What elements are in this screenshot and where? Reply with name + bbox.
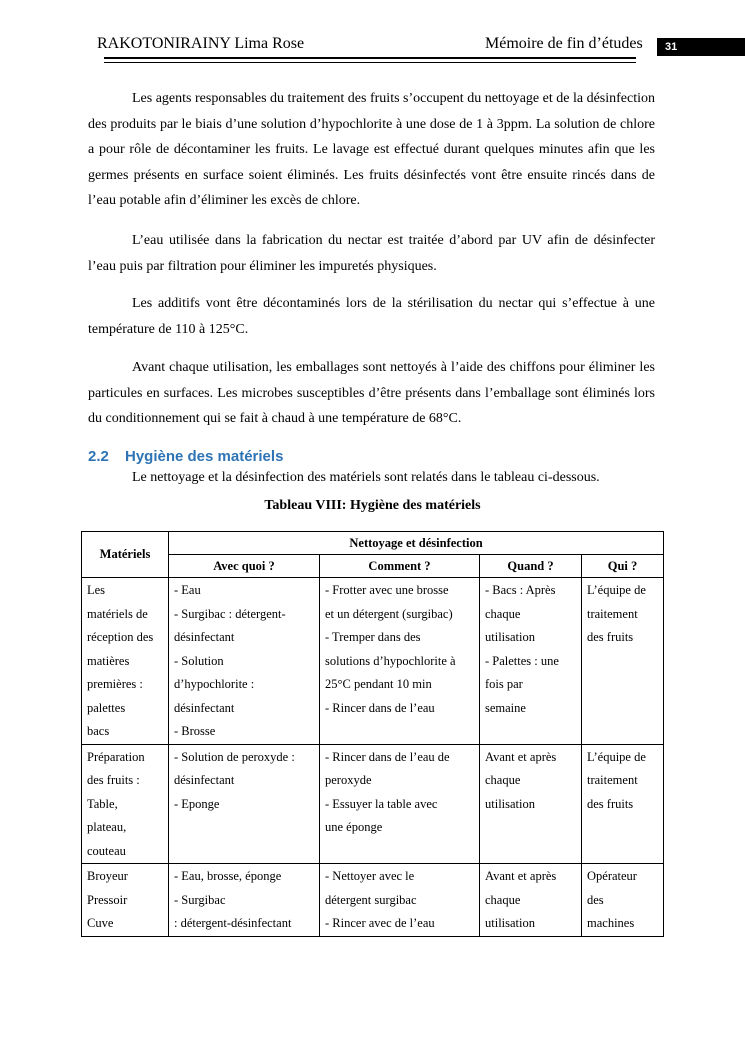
table-row: [82, 864, 664, 937]
cell-line: des fruits: [587, 796, 634, 811]
cell-line: des: [587, 892, 604, 907]
table-caption: Tableau VIII: Hygiène des matériels: [264, 498, 481, 513]
cell-materiels: [82, 744, 169, 864]
cell-line: - Frotter avec une brosse: [325, 583, 449, 597]
cell-line: - Palettes : une: [485, 653, 559, 668]
cell-line: bacs: [87, 724, 110, 738]
cell-line: - Rincer dans de l’eau: [325, 700, 435, 715]
cell-line: plateau,: [87, 820, 127, 834]
cell-line: et un détergent (surgibac): [325, 606, 453, 621]
cell-line: réception des: [87, 630, 154, 644]
cell-comment: [320, 744, 480, 864]
cell-comment: [320, 578, 480, 745]
cell-line: semaine: [485, 700, 526, 715]
paragraph-additives: Les additifs vont être décontaminés lors de la stérilisation du nectar qui s’effectue à une température de 110 à 125°C.: [88, 296, 655, 337]
cell-comment: [320, 864, 480, 937]
cell-line: L’équipe de: [587, 583, 646, 597]
cell-line: premières :: [87, 677, 143, 691]
cell-qui: [582, 864, 664, 937]
cell-avec: [169, 744, 320, 864]
cell-line: L’équipe de: [587, 749, 646, 764]
cell-line: désinfectant: [174, 773, 235, 787]
cell-line: 25°C pendant 10 min: [325, 677, 432, 691]
section-heading: [88, 448, 283, 465]
section-title: Hygiène des matériels: [125, 448, 284, 465]
table-row: [82, 578, 664, 745]
header-qui: Qui ?: [582, 555, 664, 578]
cell-line: matériels de: [87, 606, 148, 621]
table-row: [82, 744, 664, 864]
cell-line: Pressoir: [87, 892, 128, 907]
cell-line: palettes: [87, 700, 126, 715]
cell-line: Avant et après: [485, 869, 557, 883]
table-body: [82, 578, 664, 937]
cell-line: : détergent-désinfectant: [174, 916, 292, 930]
cell-line: - Brosse: [174, 724, 216, 738]
cell-line: - Essuyer la table avec: [325, 796, 438, 811]
hygiene-table: [81, 531, 664, 937]
cell-line: couteau: [87, 843, 126, 858]
cell-line: solutions d’hypochlorite à: [325, 653, 456, 668]
cell-line: Préparation: [87, 749, 145, 764]
header-comment: Comment ?: [320, 555, 480, 578]
cell-line: - Nettoyer avec le: [325, 869, 415, 883]
cell-qui: [582, 578, 664, 745]
header-nettoyage-desinfection: Nettoyage et désinfection: [169, 532, 664, 555]
cell-line: traitement: [587, 606, 638, 621]
cell-quand: [480, 744, 582, 864]
section-intro: Le nettoyage et la désinfection des matériels sont relatés dans le tableau ci-dessous.: [132, 470, 600, 485]
cell-line: traitement: [587, 773, 638, 787]
cell-line: utilisation: [485, 630, 535, 644]
cell-line: matières: [87, 653, 130, 668]
cell-line: - Rincer dans de l’eau de: [325, 749, 450, 764]
cell-quand: [480, 578, 582, 745]
cell-line: - Eau: [174, 583, 201, 597]
cell-line: - Tremper dans des: [325, 630, 421, 644]
cell-avec: [169, 864, 320, 937]
cell-line: détergent surgibac: [325, 892, 417, 907]
cell-line: chaque: [485, 773, 521, 787]
cell-materiels: [82, 578, 169, 745]
cell-line: Avant et après: [485, 749, 557, 764]
cell-line: peroxyde: [325, 773, 372, 787]
header-avec-quoi: Avec quoi ?: [169, 555, 320, 578]
cell-line: Opérateur: [587, 869, 637, 883]
section-number: 2.2: [88, 448, 109, 465]
cell-qui: [582, 744, 664, 864]
header-rule-thin: [104, 62, 636, 63]
cell-line: utilisation: [485, 796, 535, 811]
cell-line: chaque: [485, 892, 521, 907]
page-number: 31: [657, 38, 745, 56]
header-author: RAKOTONIRAINY Lima Rose: [97, 35, 305, 52]
cell-line: utilisation: [485, 916, 535, 930]
cell-line: d’hypochlorite :: [174, 677, 255, 691]
cell-line: - Solution: [174, 653, 224, 668]
cell-line: des fruits: [587, 630, 634, 644]
header-doc-type: Mémoire de fin d’études: [485, 35, 643, 52]
cell-line: - Eau, brosse, éponge: [174, 869, 282, 883]
cell-line: - Rincer avec de l’eau: [325, 916, 435, 930]
cell-line: - Surgibac : détergent-: [174, 606, 286, 621]
header-materiels: Matériels: [82, 532, 169, 578]
cell-line: chaque: [485, 606, 521, 621]
header-quand: Quand ?: [480, 555, 582, 578]
cell-line: machines: [587, 916, 635, 930]
cell-line: des fruits :: [87, 773, 140, 787]
cell-line: Broyeur: [87, 869, 128, 883]
cell-line: fois par: [485, 677, 523, 691]
cell-line: - Eponge: [174, 796, 220, 811]
cell-line: une éponge: [325, 820, 383, 834]
cell-line: - Solution de peroxyde :: [174, 749, 295, 764]
cell-line: désinfectant: [174, 630, 235, 644]
paragraph-packaging: Avant chaque utilisation, les emballages sont nettoyés à l’aide des chiffons pour éliminer les particules en surfaces. Les microbes susceptibles d’être présents dans l’emballage sont éliminés lors du conditionnement qui se fait à chaud à une température de 68°C.: [88, 360, 655, 427]
header-rule-thick: [104, 57, 636, 59]
cell-line: Table,: [87, 796, 118, 811]
cell-line: Cuve: [87, 916, 114, 930]
cell-avec: [169, 578, 320, 745]
cell-line: - Bacs : Après: [485, 583, 556, 597]
cell-line: - Surgibac: [174, 892, 226, 907]
cell-line: désinfectant: [174, 700, 235, 715]
cell-quand: [480, 864, 582, 937]
paragraph-water-treatment: L’eau utilisée dans la fabrication du nectar est traitée d’abord par UV afin de désinfecter l’eau puis par filtration pour éliminer les impuretés physiques.: [88, 233, 655, 274]
cell-line: Les: [87, 583, 106, 597]
cell-materiels: [82, 864, 169, 937]
paragraph-fruit-disinfection: Les agents responsables du traitement des fruits s’occupent du nettoyage et de la désinfection des produits par le biais d’une solution d’hypochlorite à une dose de 1 à 3ppm. La solution de chlore a pour rôle de décontaminer les fruits. Le lavage est effectué durant quelques minutes afin que les germes présents en surface soient éliminés. Les fruits désinfectés vont être ensuite rincés dans de l’eau potable afin d’éliminer les excès de chlore.: [88, 91, 655, 209]
